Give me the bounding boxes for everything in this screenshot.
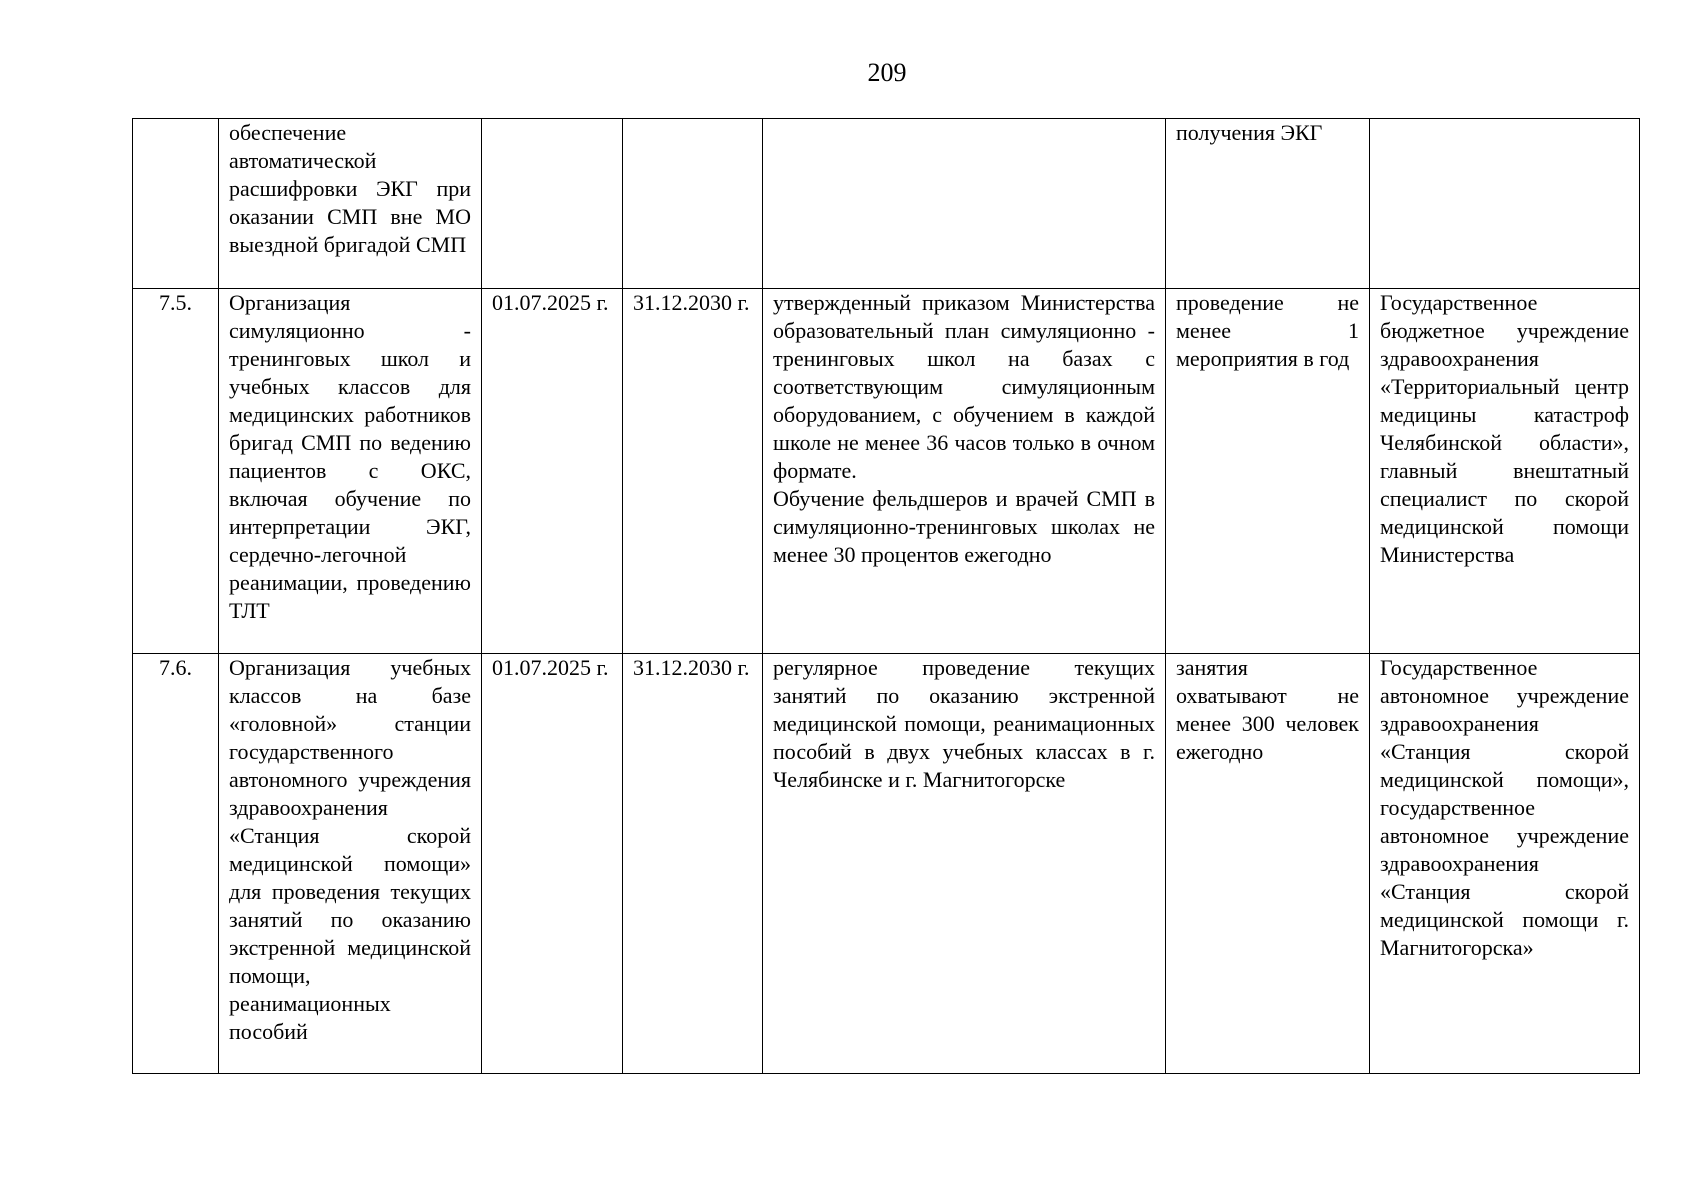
- start-date-cell: 01.07.2025 г.: [482, 654, 623, 1074]
- end-date-cell: [623, 119, 763, 289]
- end-date-cell: 31.12.2030 г.: [623, 289, 763, 654]
- indicator-cell: проведение не менее 1 мероприятия в год: [1166, 289, 1370, 654]
- result-cell: регулярное проведение текущих занятий по оказанию экстренной медицинской помощи, реанимационных пособий в двух учебных классах в г. Челябинске и г. Магнитогорске: [763, 654, 1166, 1074]
- result-paragraph: утвержденный приказом Министерства образовательный план симуляционно - тренинговых школ на базах с соответствующим симуляционным оборудованием, с обучением в каждой школе не менее 36 часов только в очном формате.: [773, 290, 1155, 483]
- row-number-cell: 7.5.: [133, 289, 219, 654]
- responsible-cell: Государственное бюджетное учреждение здравоохранения «Территориальный центр медицины катастроф Челябинской области», главный внештатный специалист по скорой медицинской помощи Министерства: [1370, 289, 1640, 654]
- row-number-cell: 7.6.: [133, 654, 219, 1074]
- event-cell: Организация учебных классов на базе «головной» станции государственного автономного учреждения здравоохранения «Станция скорой медицинской помощи» для проведения текущих занятий по оказанию экстренной медицинской помощи, реанимационных пособий: [219, 654, 482, 1074]
- table-row: [133, 119, 1640, 289]
- measures-table: [132, 118, 1640, 1074]
- result-paragraph: Обучение фельдшеров и врачей СМП в симуляционно-тренинговых школах не менее 30 процентов ежегодно: [773, 486, 1155, 567]
- result-cell: [763, 289, 1166, 654]
- indicator-cell: получения ЭКГ: [1166, 119, 1370, 289]
- table-row: [133, 654, 1640, 1074]
- event-cell: Организация симуляционно - тренинговых школ и учебных классов для медицинских работников бригад СМП по ведению пациентов с ОКС, включая обучение по интерпретации ЭКГ, сердечно-легочной реанимации, проведению ТЛТ: [219, 289, 482, 654]
- event-cell: обеспечение автоматической расшифровки ЭКГ при оказании СМП вне МО выездной бригадой СМП: [219, 119, 482, 289]
- responsible-cell: Государственное автономное учреждение здравоохранения «Станция скорой медицинской помощи», государственное автономное учреждение здравоохранения «Станция скорой медицинской помощи г. Магнитогорска»: [1370, 654, 1640, 1074]
- start-date-cell: 01.07.2025 г.: [482, 289, 623, 654]
- table-row: [133, 289, 1640, 654]
- row-number-cell: [133, 119, 219, 289]
- start-date-cell: [482, 119, 623, 289]
- indicator-cell: занятия охватывают не менее 300 человек ежегодно: [1166, 654, 1370, 1074]
- responsible-cell: [1370, 119, 1640, 289]
- result-cell: [763, 119, 1166, 289]
- end-date-cell: 31.12.2030 г.: [623, 654, 763, 1074]
- page-number: 209: [867, 58, 907, 87]
